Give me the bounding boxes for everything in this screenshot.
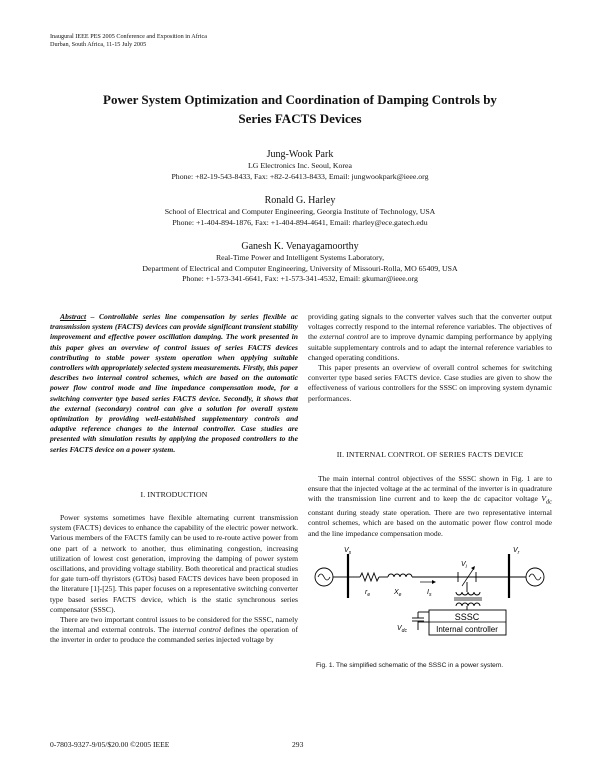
right-paragraph-2: This paper presents an overview of overall control schemes for switching converter type based series FACTS device. Case studies are given to show the effectiveness of various controllers for the SSSC on improving system dynamic performances. (308, 363, 552, 403)
abstract (50, 312, 298, 455)
intro-p2-text-end: defines the operation of the inverter in order to produce the commanded series injected voltage by (50, 625, 298, 645)
author-affiliation: School of Electrical and Computer Engineering, Georgia Institute of Technology, USA (164, 207, 436, 216)
sssc-schematic-figure (308, 542, 552, 644)
section-heading-introduction: I. INTRODUCTION (140, 490, 208, 499)
author-contact: Phone: +1-404-894-1876, Fax: +1-404-894-4641, Email: rharley@ece.gatech.edu (172, 217, 428, 227)
right-paragraph-1 (308, 312, 552, 363)
author-name: Ganesh K. Venayagamoorthy (241, 241, 359, 252)
section2-paragraph-1 (308, 474, 552, 539)
re-label: $r_e$ (365, 589, 371, 598)
section-heading-internal-control: II. INTERNAL CONTROL OF SERIES FACTS DEVICE (336, 450, 524, 459)
author-block-1 (60, 148, 540, 182)
vi-label: $V_i$ (461, 561, 467, 570)
inductor-icon (388, 574, 412, 577)
author-affiliation-dept: Department of Electrical and Computer Engineering, University of Missouri-Rolla, MO 65409, USA (142, 263, 458, 273)
vdc-label: $V_{dc}$ (397, 625, 407, 634)
ac-wave-icon (318, 574, 330, 580)
intro-paragraph-1: Power systems sometimes have flexible alternating current transmission system (FACTS) devices to enhance the capability of the electric power network. Various members of the FACTS family can be used to re-route active power from one part of a network to another, thus eliminating congestion, increasing utilization of lowest cost generation, improving the damping of power system oscillations, and providing voltage stability. Both theoretical and practical studies for gate turn-off thyristors (GTOs) based FACTS devices have been proposed in the literature [1]-[25]. This paper focuses on a representative switching converter type based series FACTS device, which is the static synchronous series compensator (SSSC). (50, 513, 298, 614)
section2-p1-text-end: constant during steady state operation. There are two representative internal control schemes, which are based on the automatic power flow control mode and the line impedance compensation mode. (308, 508, 552, 538)
vdc-symbol: V (541, 494, 547, 504)
author-contact: Phone: +1-573-341-6641, Fax: +1-573-341-4532, Email: gkumar@ieee.org (182, 274, 418, 283)
author-affiliation: LG Electronics Inc. Seoul, Korea (248, 161, 352, 170)
page-number: 293 (292, 740, 304, 749)
right-p1-emphasis: external control (319, 332, 369, 342)
author-contact: Phone: +82-19-543-8433, Fax: +82-2-6413-8433, Email: jungwookpark@ieee.org (171, 171, 429, 181)
right-p1-text-end: are to improve dynamic damping performance by applying suitable supplementary controls and to adapt the internal reference variables to changed operating conditions. (308, 332, 552, 362)
footer-isbn: 0-7803-9327-9/05/$20.00 ©2005 IEEE (50, 740, 170, 749)
author-affiliation: Real-Time Power and Intelligent Systems Laboratory, (215, 253, 385, 262)
current-arrow-icon (432, 580, 436, 584)
sssc-label: SSSC (454, 612, 480, 622)
author-name: Jung-Wook Park (266, 149, 334, 160)
xe-label: $X_e$ (394, 589, 402, 598)
resistor-icon (360, 573, 379, 581)
conference-location: Durban, South Africa, 11-15 July 2005 (50, 41, 147, 48)
right-p1-text: providing gating signals to the converter valves such that the converter output voltages correctly respond to the internal reference variables. The objectives of the (308, 312, 552, 342)
author-name: Ronald G. Harley (264, 195, 336, 206)
transformer-primary-icon (456, 592, 480, 595)
conference-header (50, 33, 207, 49)
abstract-text: – Controllable series line compensation by series flexible ac transmission system (FACTS) devices can provide significant transient stability improvement and effective power oscillation damping. The work presented in this paper gives an overview of control issues of series FACTS devices contributing to stable power system operation when applying suitable controllers with appropriately selected system measurements. Firstly, this paper describes two internal control schemes, which are based on the automatic power flow control mode and line impedance compensation mode, for a switching converter type based series FACTS device. Secondly, it shows that the external (secondary) control can give a solution for overall system optimization by providing well-established supplementary controls and adaptive reference changes to the internal controller. Case studies are presented with simulation results by applying the proposed controllers to the series FACTS device on a power system. (50, 312, 298, 454)
conference-name: Inaugural IEEE PES 2005 Conference and Exposition in Africa (50, 33, 208, 40)
intro-paragraph-2 (50, 615, 298, 646)
left-column (50, 312, 298, 455)
internal-controller-label: Internal controller (436, 625, 498, 634)
intro-p2-text: There are two important control issues to be considered for the SSSC, namely the internal and external controls. The (50, 615, 298, 635)
paper-title (60, 90, 540, 128)
title-line-2: Series FACTS Devices (238, 111, 362, 126)
intro-p2-emphasis: internal control (172, 625, 221, 635)
right-column (308, 312, 552, 404)
introduction-body (50, 513, 298, 646)
abstract-label: Abstract (60, 312, 87, 321)
section2-body (308, 474, 552, 539)
author-block-3 (60, 240, 540, 285)
title-line-1: Power System Optimization and Coordination of Damping Controls by (103, 92, 497, 107)
figure-caption: Fig. 1. The simplified schematic of the SSSC in a power system. (316, 662, 504, 669)
transformer-secondary-icon (456, 603, 480, 606)
author-block-2 (60, 194, 540, 228)
vs-label: $V_s$ (344, 547, 352, 556)
section2-p1-text: The main internal control objectives of the SSSC shown in Fig. 1 are to ensure that the injected voltage at the ac terminal of the inverter is in quadrature with the transmission line current and to keep the dc capacitor voltage (308, 474, 552, 504)
vr-label: $V_r$ (513, 547, 520, 556)
vdc-subscript: dc (546, 498, 552, 506)
is-label: $I_s$ (427, 589, 432, 598)
